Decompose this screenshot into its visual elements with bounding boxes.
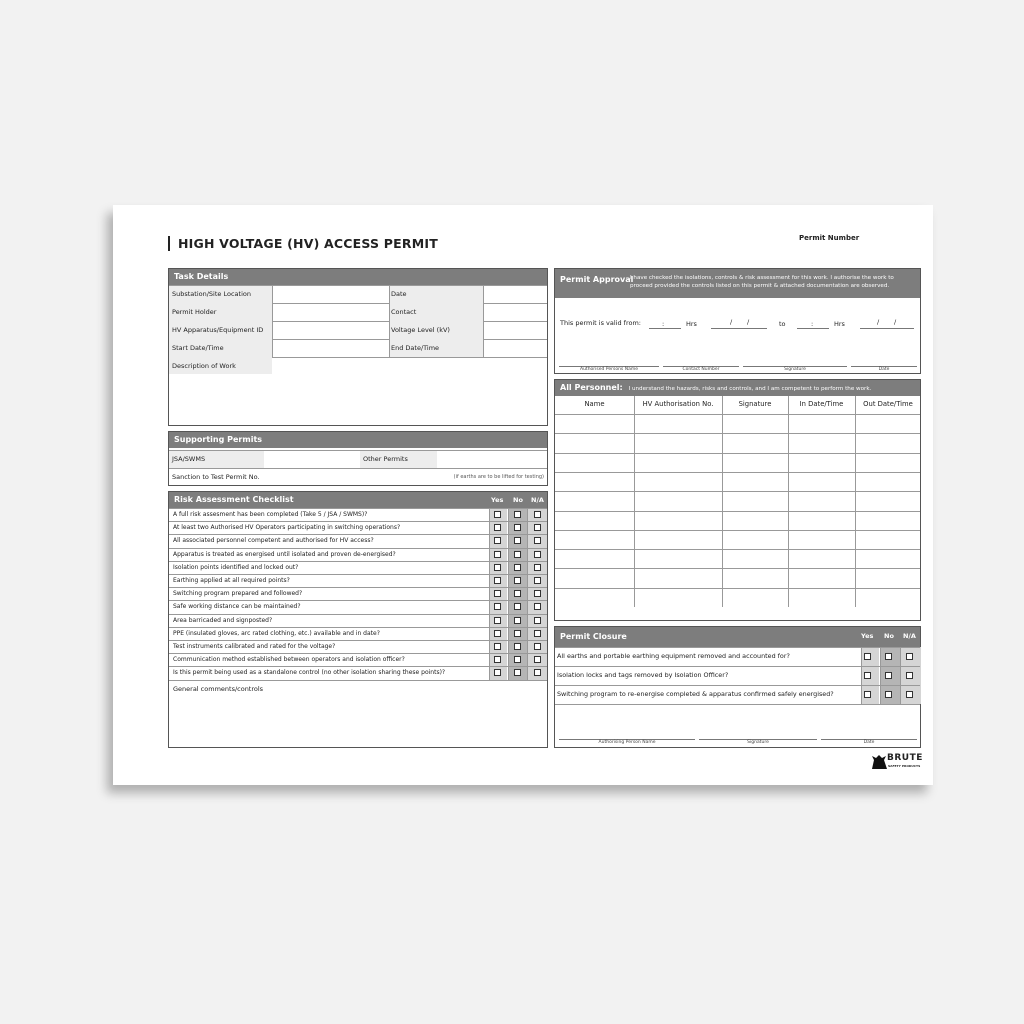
risk-checkbox-no[interactable] [514,511,521,518]
risk-checkbox-no[interactable] [514,603,521,610]
closure-checkbox-na[interactable] [906,691,913,698]
table-row [169,587,547,588]
risk-checkbox-yes[interactable] [494,577,501,584]
risk-checkbox-no[interactable] [514,617,521,624]
risk-checkbox-no[interactable] [514,577,521,584]
closure-sig-name: Authorising Person Name [598,740,656,745]
table-row[interactable] [555,453,920,454]
logo-brand: BRUTE [887,753,923,763]
closure-checkbox-yes[interactable] [864,653,871,660]
table-row[interactable] [555,433,920,434]
all-personnel-note: I understand the hazards, risks and controls, and I am competent to perform the work. [628,386,872,392]
field-other-permits: Other Permits [363,455,408,463]
risk-checkbox-yes[interactable] [494,630,501,637]
sig-date: Date [878,367,890,372]
field-jsa-swms: JSA/SWMS [172,455,206,463]
table-row [169,600,547,601]
risk-item-label: Test instruments calibrated and rated for the voltage? [173,643,336,650]
supporting-permits-header: Supporting Permits [169,432,547,448]
risk-item-label: Apparatus is treated as energised until isolated and proven de-energised? [173,550,396,558]
table-row[interactable] [555,549,920,550]
closure-item-label: All earths and portable earthing equipment removed and accounted for? [557,652,790,660]
risk-checkbox-yes[interactable] [494,564,501,571]
risk-checkbox-na[interactable] [534,669,541,676]
risk-checkbox-no[interactable] [514,524,521,531]
risk-checkbox-na[interactable] [534,643,541,650]
table-row [555,685,920,686]
risk-checkbox-na[interactable] [534,511,541,518]
to-label: to [779,320,786,328]
field-description: Description of Work [172,362,236,370]
risk-checkbox-yes[interactable] [494,656,501,663]
closure-col-no: No [884,632,894,640]
valid-from-label: This permit is valid from: [560,319,641,327]
sanction-note: (if earths are to be lifted for testing) [453,474,544,480]
risk-checkbox-no[interactable] [514,669,521,676]
table-row [555,666,920,667]
risk-item-label: Isolation points identified and locked out? [173,563,299,571]
risk-checkbox-yes[interactable] [494,603,501,610]
brute-logo [871,752,923,770]
closure-checkbox-yes[interactable] [864,691,871,698]
closure-checkbox-no[interactable] [885,691,892,698]
risk-checkbox-na[interactable] [534,537,541,544]
closure-col-yes: Yes [861,632,874,640]
closure-checkbox-yes[interactable] [864,672,871,679]
table-row [169,534,547,535]
risk-checkbox-yes[interactable] [494,669,501,676]
field-hv-apparatus: HV Apparatus/Equipment ID [172,326,264,334]
risk-checkbox-na[interactable] [534,630,541,637]
risk-checkbox-na[interactable] [534,551,541,558]
table-row[interactable] [555,568,920,569]
risk-item-label: A full risk assesment has been completed (Take 5 / JSA / SWMS)? [173,511,368,518]
closure-sig-signature: Signature [747,740,769,745]
col-signature: Signature [738,400,772,408]
risk-checkbox-yes[interactable] [494,524,501,531]
sig-authorised-name: Authorised Persons Name [580,367,638,372]
supporting-permits-section [168,431,548,486]
risk-item-label: Earthing applied at all required points? [173,577,290,584]
table-row [169,508,547,509]
field-permit-holder: Permit Holder [172,308,217,316]
task-details-section [168,268,548,426]
risk-checkbox-na[interactable] [534,617,541,624]
field-date: Date [391,290,407,298]
permit-closure-section [554,626,921,748]
risk-item-label: PPE (insulated gloves, arc rated clothing, etc.) available and in date? [173,629,380,637]
risk-item-label: Is this permit being used as a standalone control (no other isolation sharing these points)? [173,669,446,677]
risk-checkbox-no[interactable] [514,564,521,571]
closure-sig-date: Date [863,740,875,745]
page-title: HIGH VOLTAGE (HV) ACCESS PERMIT [168,236,438,251]
risk-assessment-header: Risk Assessment Checklist [169,492,547,508]
field-start-datetime: Start Date/Time [172,344,224,352]
risk-item-label: Safe working distance can be maintained? [173,603,301,611]
hrs-label-2: Hrs [834,320,845,328]
risk-checkbox-no[interactable] [514,630,521,637]
closure-checkbox-no[interactable] [885,653,892,660]
table-row[interactable] [555,530,920,531]
risk-item-label: Switching program prepared and followed? [173,590,303,598]
all-personnel-section [554,379,921,621]
risk-item-label: Area barricaded and signposted? [173,616,273,624]
field-end-datetime: End Date/Time [391,344,440,352]
risk-item-label: Communication method established between operators and isolation officer? [173,656,405,664]
risk-checkbox-yes[interactable] [494,537,501,544]
permit-number-label: Permit Number [799,234,860,242]
risk-checkbox-na[interactable] [534,577,541,584]
risk-checkbox-yes[interactable] [494,511,501,518]
sig-signature: Signature [784,367,806,372]
closure-checkbox-na[interactable] [906,672,913,679]
table-row [169,521,547,522]
col-hv-authorisation: HV Authorisation No. [642,400,714,408]
risk-checkbox-yes[interactable] [494,590,501,597]
permit-closure-header: Permit Closure [555,627,920,647]
risk-checkbox-no[interactable] [514,656,521,663]
risk-checkbox-no[interactable] [514,590,521,597]
risk-checkbox-na[interactable] [534,524,541,531]
col-out-datetime: Out Date/Time [863,400,913,408]
risk-checkbox-na[interactable] [534,590,541,597]
risk-col-yes: Yes [491,496,504,504]
risk-assessment-section [168,491,548,748]
logo-tagline: SAFETY PRODUCTS [888,764,921,768]
field-voltage: Voltage Level (kV) [391,326,450,334]
table-row[interactable] [555,472,920,473]
table-row [169,614,547,615]
risk-checkbox-na[interactable] [534,656,541,663]
closure-item-label: Switching program to re-energise completed & apparatus confirmed safely energised? [557,690,834,698]
risk-checkbox-no[interactable] [514,551,521,558]
all-personnel-header: All Personnel: [560,383,623,392]
permit-approval-header: Permit Approval [560,275,634,284]
risk-col-na: N/A [531,496,544,504]
permit-approval-note: I have checked the isolations, controls & risk assessment for this work. I authorise the work to proceed provided the controls listed on this permit & attached documentation are observed. [630,275,894,289]
general-comments-label: General comments/controls [173,685,264,693]
table-row [169,574,547,575]
risk-checkbox-yes[interactable] [494,617,501,624]
closure-col-na: N/A [903,632,916,640]
col-name: Name [584,400,605,408]
table-row [169,561,547,562]
permit-approval-section: Permit Approval I have checked the isolations, controls & risk assessment for this work. I authorise the work to proceed provided the controls listed on this permit & attached documentation are observed. This permit is valid from: : Hrs / / to : Hrs / / Authorised Persons Name Contact Number Signature Date [554,268,921,374]
field-contact: Contact [391,308,417,316]
risk-item-label: At least two Authorised HV Operators participating in switching operations? [173,524,401,532]
table-row [169,548,547,549]
risk-checkbox-na[interactable] [534,564,541,571]
closure-item-label: Isolation locks and tags removed by Isolation Officer? [557,671,729,679]
col-in-datetime: In Date/Time [799,400,844,408]
task-details-header: Task Details [169,269,547,285]
risk-checkbox-no[interactable] [514,537,521,544]
table-row [169,666,547,667]
table-row [555,647,920,648]
field-substation: Substation/Site Location [172,290,251,298]
table-row [169,653,547,654]
risk-checkbox-yes[interactable] [494,551,501,558]
risk-checkbox-na[interactable] [534,603,541,610]
table-row[interactable] [555,511,920,512]
risk-col-no: No [513,496,523,504]
risk-item-label: All associated personnel competent and authorised for HV access? [173,537,374,545]
hrs-label: Hrs [686,320,697,328]
field-sanction-to-test: Sanction to Test Permit No. [172,473,260,481]
table-row [169,640,547,641]
table-row[interactable] [555,588,920,589]
sig-contact-number: Contact Number [682,367,720,372]
risk-checkbox-yes[interactable] [494,643,501,650]
table-row[interactable] [555,491,920,492]
table-row [169,627,547,628]
closure-checkbox-no[interactable] [885,672,892,679]
risk-checkbox-no[interactable] [514,643,521,650]
closure-checkbox-na[interactable] [906,653,913,660]
